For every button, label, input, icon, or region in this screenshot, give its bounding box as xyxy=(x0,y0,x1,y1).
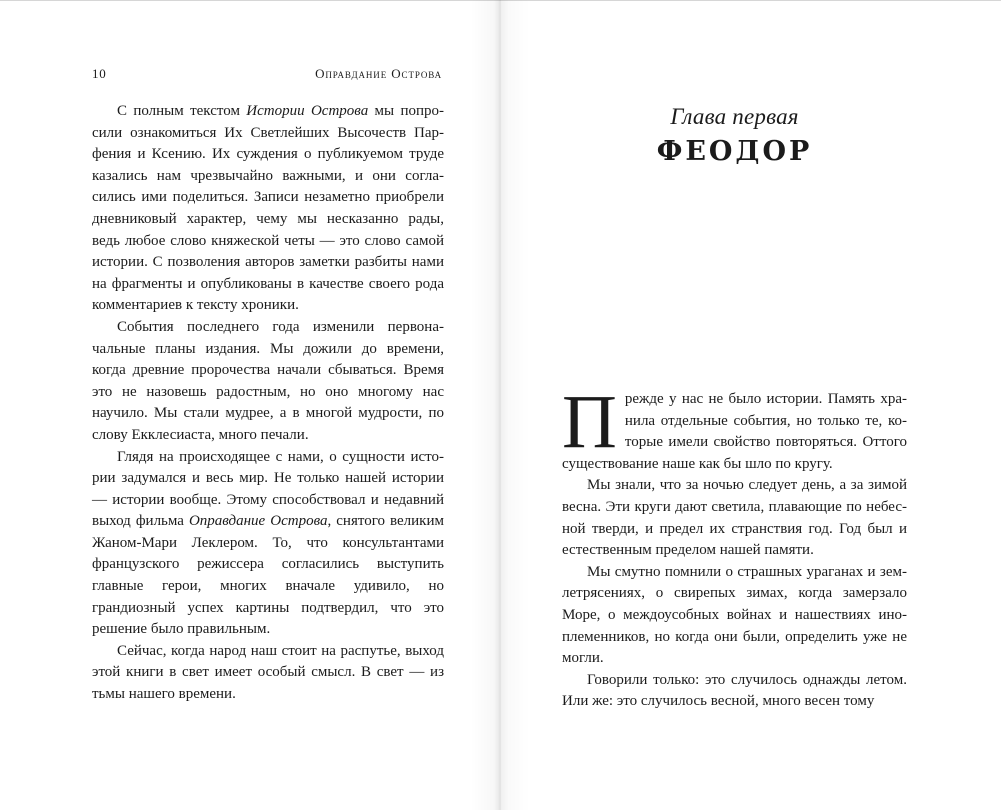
book-gutter-shadow xyxy=(470,0,530,810)
chapter-title: ФЕОДОР xyxy=(656,136,813,167)
paragraph: Мы знали, что за ночью следует день, а за зимой весна. Эти круги дают светила, плавающие по небесной тверди, и предел их странствия год. Год был и естественным пределом нашей памяти. xyxy=(562,477,907,559)
left-body-text xyxy=(92,101,444,706)
right-body-text xyxy=(562,380,907,713)
italic-title: Истории Острова xyxy=(246,103,369,119)
paragraph: Сейчас, когда народ наш стоит на распутье, выход этой книги в свет имеет особый смысл. В свет — из тьмы нашего времени. xyxy=(92,642,444,703)
paragraph: Говорили только: это случилось однажды летом. Или же: это случилось весной, много весен тому xyxy=(562,671,907,710)
paragraph: События последнего года изменили первоначальные планы издания. Мы дожили до времени, когда древние пророчества начали сбываться. Время это не назовешь радостным, но оно многому нас научило. Мы стали мудрее, а в многой мудрости, по слову Екклесиаста, много печали. xyxy=(92,318,444,443)
paragraph: Прежде у нас не было истории. Память хранила отдельные события, но только те, которые имели свойство повторяться. Оттого существование наше как бы шло по кругу. xyxy=(562,380,907,472)
paragraph: Мы смутно помнили о страшных ураганах и землетрясениях, о свирепых зимах, когда замерзало Море, о междоусобных войнах и нашествиях иноплеменников, но когда они были, определить уже не могли. xyxy=(562,563,907,667)
page-number: 10 xyxy=(92,66,107,81)
chapter-label: Глава первая xyxy=(670,104,799,129)
left-page xyxy=(0,0,498,810)
running-title: Оправдание Острова xyxy=(315,66,442,81)
paragraph: С полным текстом Истории Острова мы попросили ознакомиться Их Светлейших Высочеств Парфения и Ксению. Их суждения о публикуемом труде казались нам чрезвычайно важными, и они согласились ими поделиться. Записи незаметно приобрели дневниковый характер, чему мы несказанно рады, ведь любое слово княжеской четы — это слово самой истории. С позволения авторов заметки разбиты нами на фрагменты и опубликованы в качестве своего рода комментариев к тексту хроники. xyxy=(92,103,445,314)
italic-title: Оправдание Острова xyxy=(188,513,328,530)
drop-cap: П xyxy=(562,380,617,464)
paragraph: Глядя на происходящее с нами, о сущности истории задумался и весь мир. Не только нашей истории — истории вообще. Этому способствовал и недавний выход фильма Оправдание Острова, снятого великим Жаном-Мари Леклером. То, что консультантами французского режиссера согласились выступить главные герои, многих вначале удивило, но грандиозный успех картины подтвердил, что это решение было правильным. xyxy=(92,448,444,638)
running-head xyxy=(92,66,442,84)
